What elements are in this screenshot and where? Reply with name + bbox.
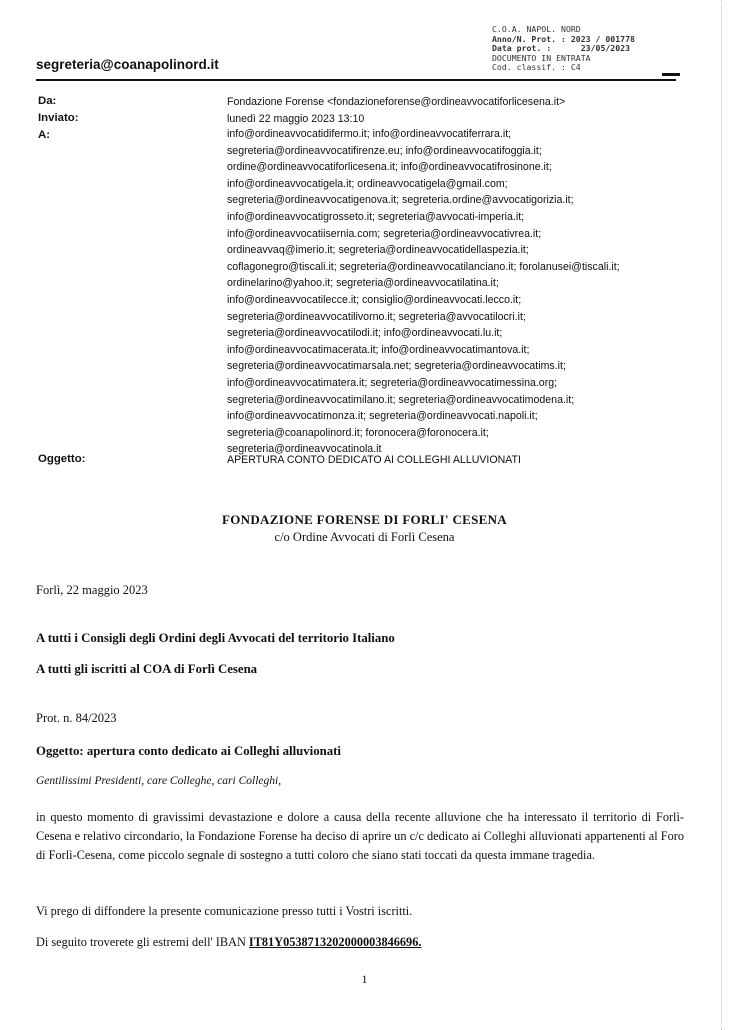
recipient-line: info@ordineavvocatigrosseto.it; segreteria@avvocati-imperia.it; (227, 210, 525, 223)
body-paragraph: in questo momento di gravissimi devastazione e dolore a causa della recente alluvione che ha interessato il territorio di Forlì-Cesena e relativo circondario, la Fondazione Forense ha deciso di aprire un c/c dedicato ai Colleghi alluvionati appartenenti al Foro di Forlì-Cesena, come piccolo segnale di sostegno a tutti coloro che siano stati toccati da questa immane tragedia. (36, 810, 684, 863)
sent-value: lunedì 22 maggio 2023 13:10 (227, 113, 365, 125)
page-number: 1 (361, 972, 368, 986)
addressee-councils: A tutti i Consigli degli Ordini degli Avvocati del territorio Italiano (36, 631, 395, 645)
recipient-line: segreteria@ordineavvocatimilano.it; segreteria@ordineavvocatimodena.it; (227, 393, 575, 406)
recipient-line: info@ordineavvocatigela.it; ordineavvocatigela@gmail.com; (227, 177, 508, 190)
recipient-line: info@ordineavvocatilecce.it; consiglio@ordineavvocati.lecco.it; (227, 293, 522, 306)
recipient-line: segreteria@coanapolinord.it; foronocera@foronocera.it; (227, 426, 489, 439)
greeting: Gentilissimi Presidenti, care Colleghe, cari Colleghi, (36, 775, 282, 787)
iban-prefix: Di seguito troverete gli estremi dell' IBAN (36, 935, 249, 949)
from-label: Da: (38, 95, 57, 107)
stamp-line: C.O.A. NAPOL. NORD (492, 24, 581, 34)
org-title: FONDAZIONE FORENSE DI FORLI' CESENA (222, 512, 507, 527)
letter-subject: Oggetto: apertura conto dedicato ai Colleghi alluvionati (36, 744, 341, 758)
stamp-line: Cod. classif. : C4 (492, 62, 581, 73)
recipient-line: segreteria@ordineavvocatifirenze.eu; info@ordineavvocatifoggia.it; (227, 144, 542, 157)
subject-label: Oggetto: (38, 453, 86, 465)
recipient-line: info@ordineavvocatiisernia.com; segreteria@ordineavvocativrea.it; (227, 227, 542, 240)
addressee-members: A tutti gli iscritti al COA di Forlì Cesena (36, 662, 258, 676)
stamp-line: DOCUMENTO IN ENTRATA (492, 52, 591, 63)
sender-email: segreteria@coanapolinord.it (36, 57, 219, 72)
body-paragraph: Vi prego di diffondere la presente comunicazione presso tutti i Vostri iscritti. (36, 904, 413, 918)
org-subtitle: c/o Ordine Avvocati di Forlì Cesena (274, 530, 455, 544)
sent-label: Inviato: (38, 112, 79, 124)
recipient-list (227, 126, 697, 458)
letter-date: Forlì, 22 maggio 2023 (36, 583, 148, 597)
stamp-line: Data prot. : 23/05/2023 (492, 43, 631, 54)
to-label: A: (38, 129, 51, 141)
protocol-stamp (492, 25, 642, 73)
recipient-line: info@ordineavvocatidifermo.it; info@ordineavvocatiferrara.it; (227, 128, 512, 140)
recipient-line: info@ordineavvocatimonza.it; segreteria@ordineavvocati.napoli.it; (227, 410, 538, 423)
stamp-line: Anno/N. Prot. : 2023 / 001778 (492, 33, 635, 44)
from-value: Fondazione Forense <fondazioneforense@ordineavvocatiforlicesena.it> (227, 96, 566, 108)
header-rule (36, 79, 676, 81)
recipient-line: coflagonegro@tiscali.it; segreteria@ordineavvocatilanciano.it; forolanusei@tiscali.it; (227, 260, 620, 273)
recipient-line: ordineavvaq@imerio.it; segreteria@ordineavvocatidellaspezia.it; (227, 244, 529, 257)
iban-line (36, 933, 684, 952)
iban-value: IT81Y0538713202000003846696. (248, 935, 422, 949)
subject-value: APERTURA CONTO DEDICATO AI COLLEGHI ALLUVIONATI (227, 454, 521, 466)
recipient-line: info@ordineavvocatimatera.it; segreteria@ordineavvocatimessina.org; (227, 376, 558, 389)
recipient-line: segreteria@ordineavvocatilivorno.it; segreteria@avvocatilocri.it; (227, 310, 526, 323)
protocol-number: Prot. n. 84/2023 (36, 711, 117, 725)
recipient-line: segreteria@ordineavvocatimarsala.net; segreteria@ordineavvocatims.it; (227, 360, 566, 373)
recipient-line: segreteria@ordineavvocatilodi.it; info@ordineavvocati.lu.it; (227, 327, 503, 340)
stamp-bar (662, 73, 680, 76)
recipient-line: ordinelarino@yahoo.it; segreteria@ordineavvocatilatina.it; (227, 277, 499, 290)
recipient-line: info@ordineavvocatimacerata.it; info@ordineavvocatimantova.it; (227, 343, 530, 356)
recipient-line: segreteria@ordineavvocatigenova.it; segreteria.ordine@avvocatigorizia.it; (227, 194, 574, 207)
recipient-line: segreteria@ordineavvocatinola.it (227, 443, 382, 456)
recipient-line: ordine@ordineavvocatiforlicesena.it; info@ordineavvocatifrosinone.it; (227, 161, 552, 174)
